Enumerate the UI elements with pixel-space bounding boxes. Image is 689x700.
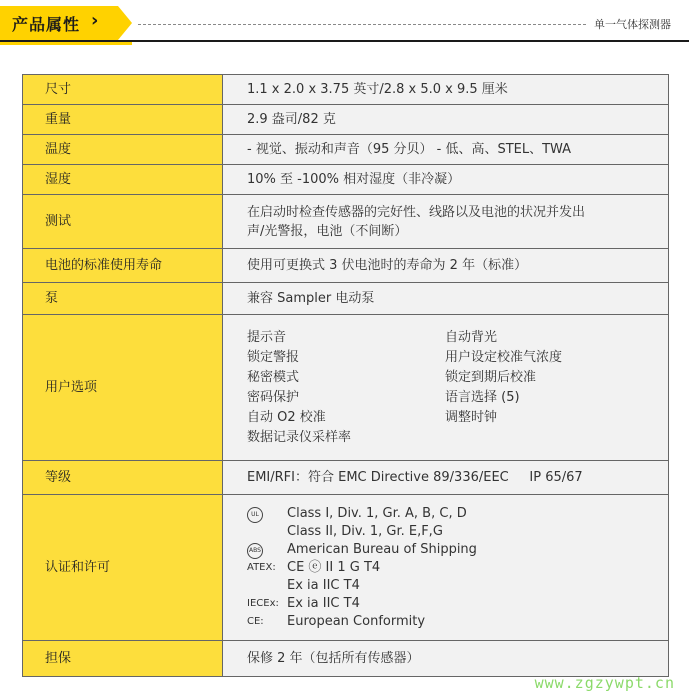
cert-line	[247, 559, 668, 577]
cert-text: Class II, Div. 1, Gr. E,F,G	[287, 524, 443, 539]
cert-line	[247, 577, 668, 595]
row-label: 用户选项	[23, 315, 223, 461]
table-row	[23, 195, 669, 249]
list-item: 调整时钟	[445, 409, 498, 425]
row-value: 兼容 Sampler 电动泵	[223, 283, 669, 315]
table-row	[23, 75, 669, 105]
row-value: 使用可更换式 3 伏电池时的寿命为 2 年（标准）	[223, 249, 669, 283]
ce-mark-label: CE:	[247, 616, 264, 627]
page-title: 产品属性	[12, 15, 81, 34]
table-row	[23, 249, 669, 283]
row-label: 尺寸	[23, 75, 223, 105]
cert-line	[247, 613, 668, 631]
list-item: 语言选择 (5)	[445, 389, 520, 405]
accent-bar	[0, 42, 132, 45]
options-column-left	[247, 328, 445, 448]
cert-text: Class I, Div. 1, Gr. A, B, C, D	[287, 506, 467, 521]
list-item: 自动背光	[445, 329, 498, 345]
row-label: 泵	[23, 283, 223, 315]
row-label: 重量	[23, 105, 223, 135]
list-item: 自动 O2 校准	[247, 409, 326, 425]
row-value	[223, 195, 669, 249]
table-row	[23, 105, 669, 135]
row-value: 1.1 x 2.0 x 3.75 英寸/2.8 x 5.0 x 9.5 厘米	[223, 75, 669, 105]
cert-text: Ex ia IIC T4	[287, 596, 360, 611]
value-line: 在启动时检查传感器的完好性、线路以及电池的状况并发出	[247, 204, 586, 220]
row-label: 温度	[23, 135, 223, 165]
product-category: 单一气体探测器	[594, 18, 671, 31]
value-line: 声/光警报，电池（不间断）	[247, 223, 408, 239]
list-item: 秘密模式	[247, 369, 300, 385]
spec-table	[22, 74, 669, 677]
table-row	[23, 135, 669, 165]
table-row	[23, 641, 669, 677]
row-value: 10% 至 -100% 相对湿度（非冷凝）	[223, 165, 669, 195]
list-item: 锁定警报	[247, 349, 300, 365]
table-row	[23, 495, 669, 641]
cert-line	[247, 595, 668, 613]
row-label: 湿度	[23, 165, 223, 195]
options-column-right	[445, 328, 665, 448]
table-row	[23, 315, 669, 461]
row-label: 测试	[23, 195, 223, 249]
list-item: 锁定到期后校准	[445, 369, 537, 385]
table-row	[23, 461, 669, 495]
table-row	[23, 165, 669, 195]
atex-label: ATEX:	[247, 562, 276, 573]
list-item: 密码保护	[247, 389, 300, 405]
cert-text: European Conformity	[287, 614, 426, 629]
row-label: 等级	[23, 461, 223, 495]
cert-text: CE ⓔ II 1 G T4	[287, 560, 381, 575]
row-label: 电池的标准使用寿命	[23, 249, 223, 283]
row-label: 认证和许可	[23, 495, 223, 641]
list-item: 数据记录仪采样率	[247, 429, 352, 445]
row-value: 保修 2 年（包括所有传感器）	[223, 641, 669, 677]
iecex-label: IECEx:	[247, 598, 279, 609]
list-item: 提示音	[247, 329, 287, 345]
abs-seal-icon: ABS	[247, 540, 287, 559]
chevron-right-icon: ›	[91, 10, 99, 31]
cert-line	[247, 505, 668, 523]
dashed-divider	[138, 24, 586, 25]
list-item: 用户设定校准气浓度	[445, 349, 563, 365]
watermark: www.zgzywpt.cn	[534, 674, 675, 692]
row-value: 2.9 盎司/82 克	[223, 105, 669, 135]
cert-text: American Bureau of Shipping	[287, 542, 477, 557]
ul-listing-icon: UL	[247, 504, 287, 523]
row-value	[223, 315, 669, 461]
cert-line	[247, 523, 668, 541]
row-value	[223, 495, 669, 641]
table-row	[23, 283, 669, 315]
cert-line	[247, 541, 668, 559]
row-value: EMI/RFI：符合 EMC Directive 89/336/EEC IP 65/67	[223, 461, 669, 495]
cert-text: Ex ia IIC T4	[287, 578, 360, 593]
row-label: 担保	[23, 641, 223, 677]
row-value: - 视觉、振动和声音（95 分贝） - 低、高、STEL、TWA	[223, 135, 669, 165]
